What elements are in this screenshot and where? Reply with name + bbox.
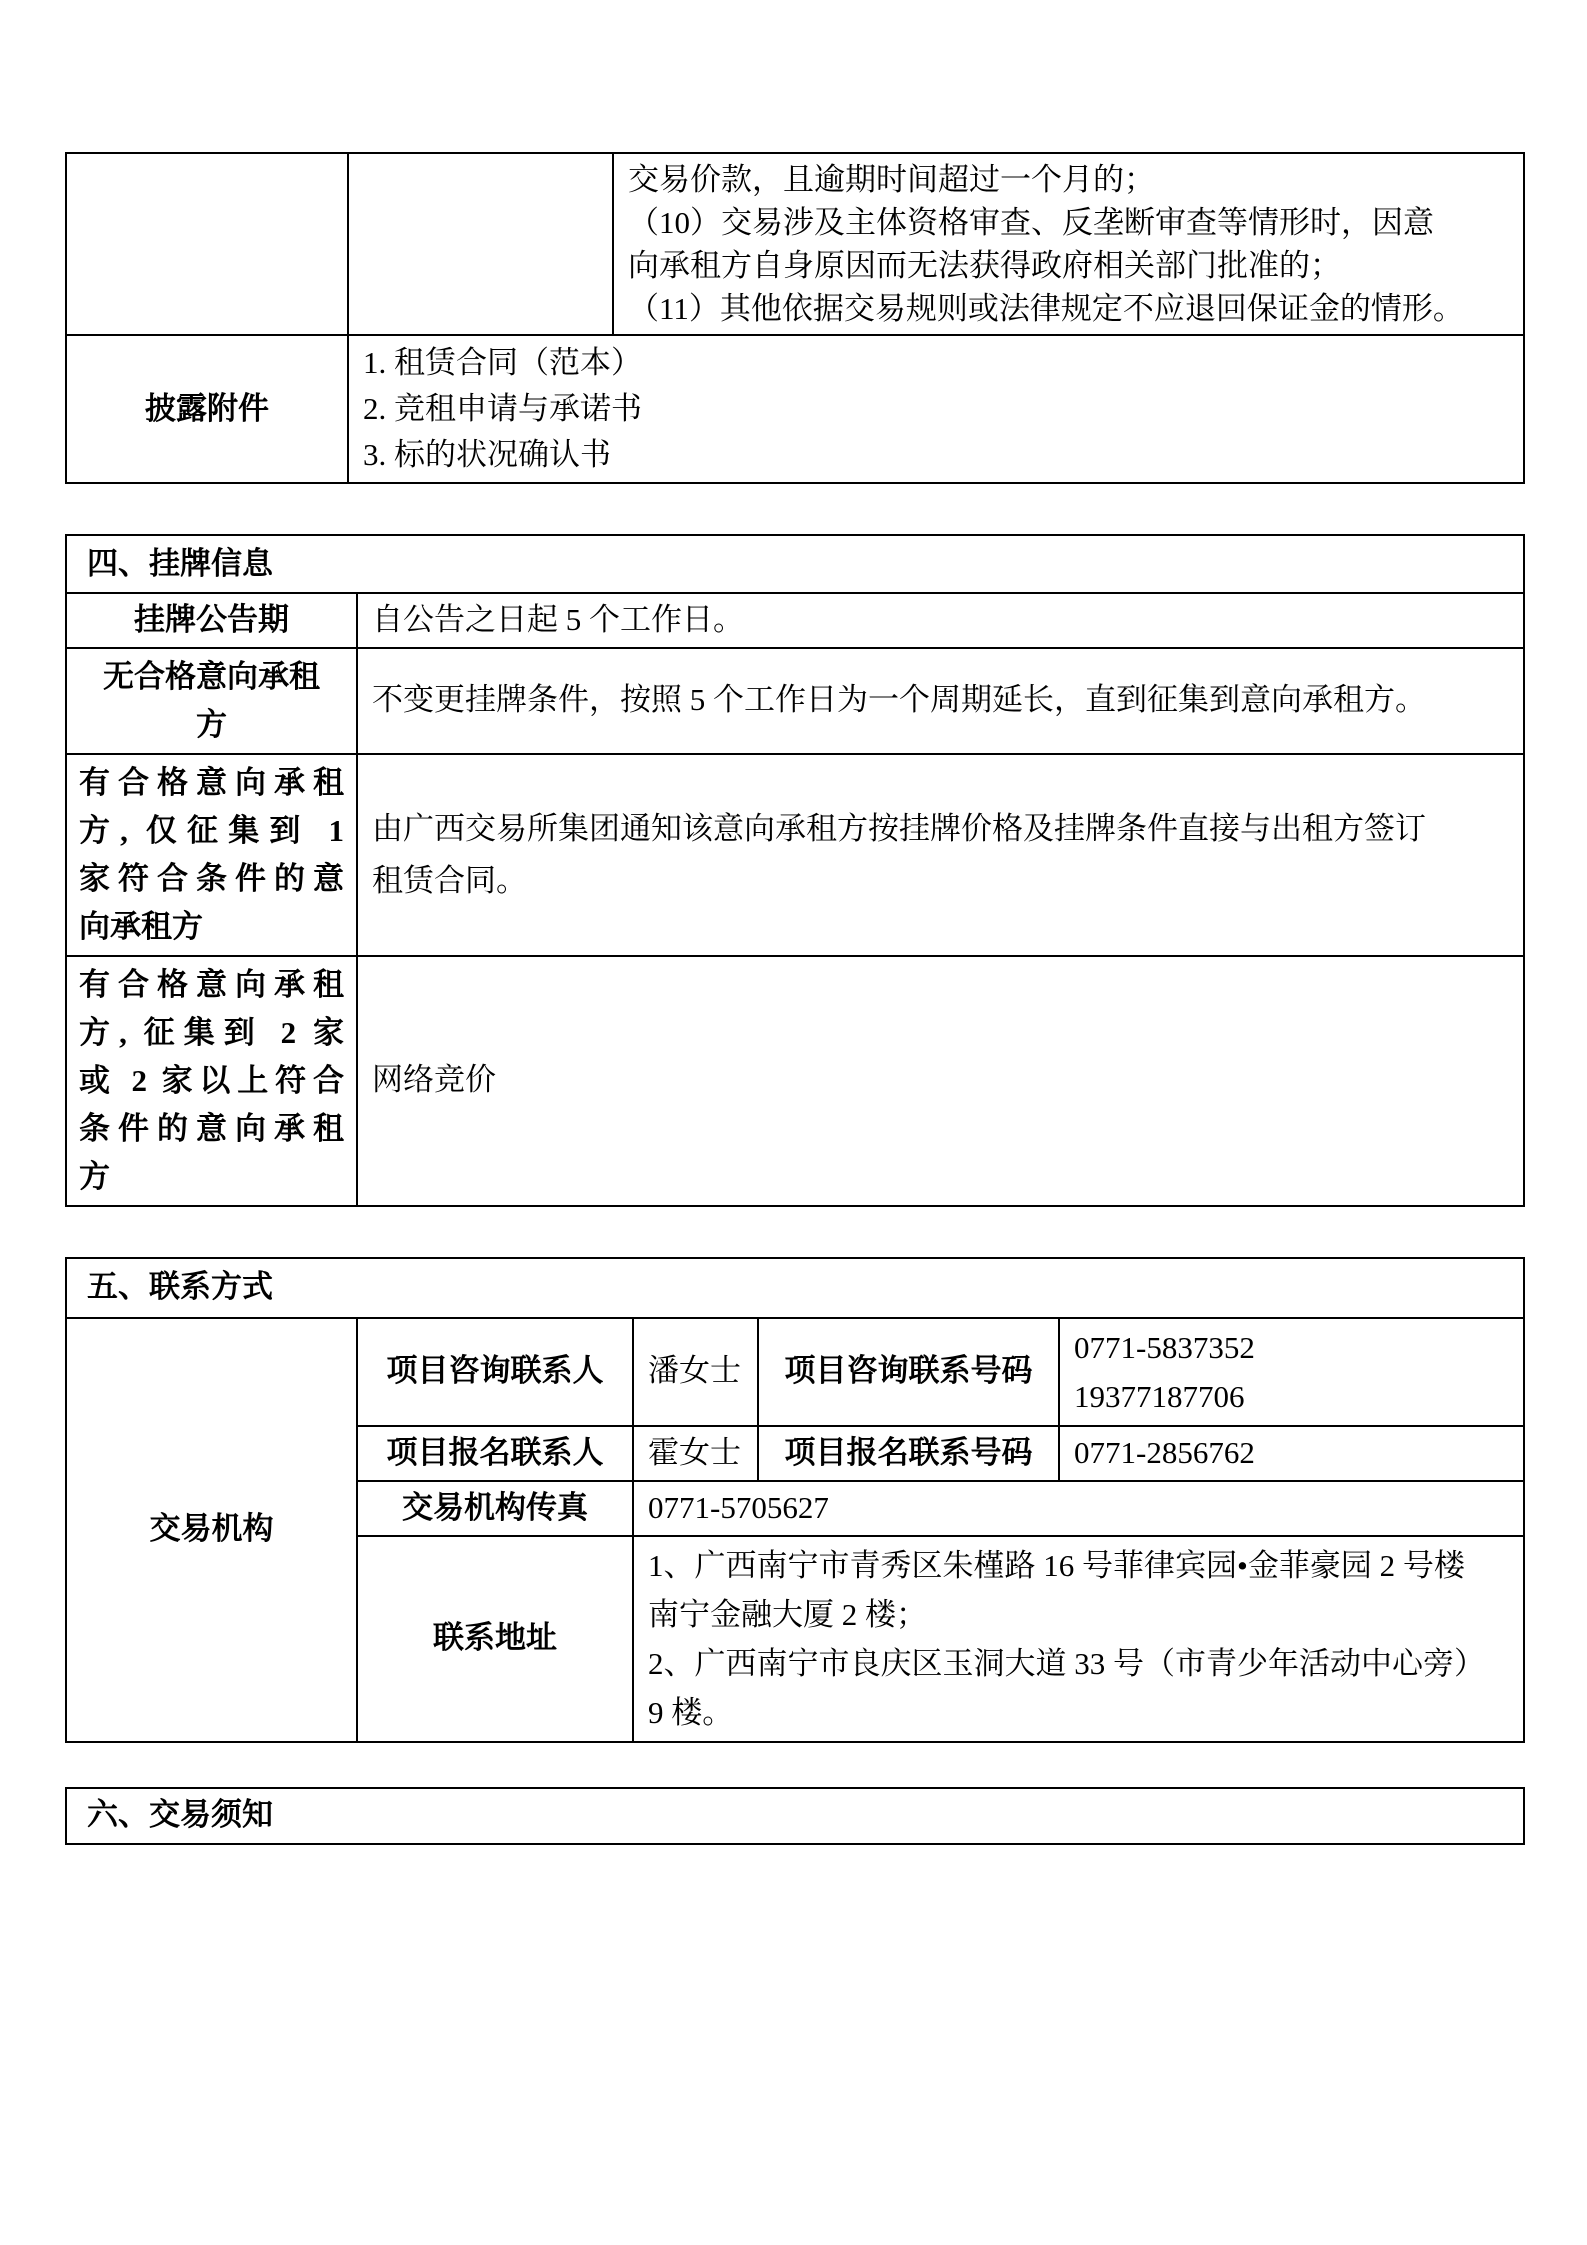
signup-contact-person: 霍女士	[633, 1426, 758, 1481]
label-line: 方	[196, 706, 227, 742]
contact-address-value	[633, 1536, 1524, 1742]
table-deposit-continuation	[65, 152, 1525, 484]
label-line: 有合格意向承租	[79, 764, 344, 800]
address-line: 1、广西南宁市青秀区朱槿路 16 号菲律宾园•金菲豪园 2 号楼	[648, 1547, 1465, 1583]
agency-fax-label: 交易机构传真	[357, 1481, 633, 1536]
attachment-item: 3. 标的状况确认书	[363, 437, 611, 472]
consult-phone-label: 项目咨询联系号码	[758, 1318, 1059, 1426]
consult-contact-label: 项目咨询联系人	[357, 1318, 633, 1426]
address-line: 9 楼。	[648, 1694, 734, 1730]
text-line: 由广西交易所集团通知该意向承租方按挂牌价格及挂牌条件直接与出租方签订	[372, 810, 1426, 846]
disclosure-attachments-cell	[348, 335, 1524, 483]
attachment-item: 1. 租赁合同（范本）	[363, 345, 642, 380]
address-line: 南宁金融大厦 2 楼；	[648, 1596, 927, 1632]
consult-contact-person: 潘女士	[633, 1318, 758, 1426]
listing-section-title: 四、挂牌信息	[66, 535, 1524, 593]
deposit-terms-continuation-cell	[613, 153, 1524, 335]
disclosure-attachments-label: 披露附件	[66, 335, 348, 483]
no-qualified-tenant-value: 不变更挂牌条件，按照 5 个工作日为一个周期延长，直到征集到意向承租方。	[357, 648, 1524, 754]
label-line: 方	[79, 1158, 110, 1194]
no-qualified-tenant-label	[66, 648, 357, 754]
label-line: 条件的意向承租	[79, 1110, 344, 1146]
signup-phone-number: 0771-2856762	[1059, 1426, 1524, 1481]
one-qualified-tenant-value	[357, 754, 1524, 956]
label-line: 向承租方	[79, 908, 203, 944]
table-transaction-notice	[65, 1787, 1525, 1845]
consult-phone-numbers	[1059, 1318, 1524, 1426]
label-line: 方, 征集到 2 家	[79, 1014, 344, 1050]
text-line: 向承租方自身原因而无法获得政府相关部门批准的；	[628, 248, 1341, 283]
phone-number: 0771-5837352	[1074, 1329, 1255, 1365]
attachment-item: 2. 竞租申请与承诺书	[363, 391, 642, 426]
text-line: （10）交易涉及主体资格审查、反垄断审查等情形时，因意	[628, 205, 1434, 240]
notice-section-title: 六、交易须知	[66, 1788, 1524, 1844]
label-line: 无合格意向承租	[103, 658, 320, 694]
multiple-qualified-tenant-label	[66, 956, 357, 1206]
text-line: （11）其他依据交易规则或法律规定不应退回保证金的情形。	[628, 291, 1464, 326]
signup-contact-label: 项目报名联系人	[357, 1426, 633, 1481]
contact-address-label: 联系地址	[357, 1536, 633, 1742]
label-line: 家符合条件的意	[79, 860, 344, 896]
text-line: 租赁合同。	[372, 862, 527, 898]
label-line: 有合格意向承租	[79, 966, 344, 1002]
table-listing-info	[65, 534, 1525, 1207]
label-line: 方, 仅征集到 1	[79, 812, 344, 848]
announcement-period-value: 自公告之日起 5 个工作日。	[357, 593, 1524, 648]
phone-number: 19377187706	[1074, 1378, 1245, 1414]
empty-label-cell	[66, 153, 348, 335]
one-qualified-tenant-label	[66, 754, 357, 956]
contact-section-title: 五、联系方式	[66, 1258, 1524, 1318]
label-line: 或 2 家以上符合	[79, 1062, 344, 1098]
announcement-period-label: 挂牌公告期	[66, 593, 357, 648]
address-line: 2、广西南宁市良庆区玉洞大道 33 号（市青少年活动中心旁）	[648, 1645, 1485, 1681]
trading-agency-label: 交易机构	[66, 1318, 357, 1742]
multiple-qualified-tenant-value: 网络竞价	[357, 956, 1524, 1206]
text-line: 交易价款，且逾期时间超过一个月的；	[628, 162, 1155, 197]
table-contact-info	[65, 1257, 1525, 1743]
signup-phone-label: 项目报名联系号码	[758, 1426, 1059, 1481]
agency-fax-number: 0771-5705627	[633, 1481, 1524, 1536]
empty-sublabel-cell	[348, 153, 613, 335]
